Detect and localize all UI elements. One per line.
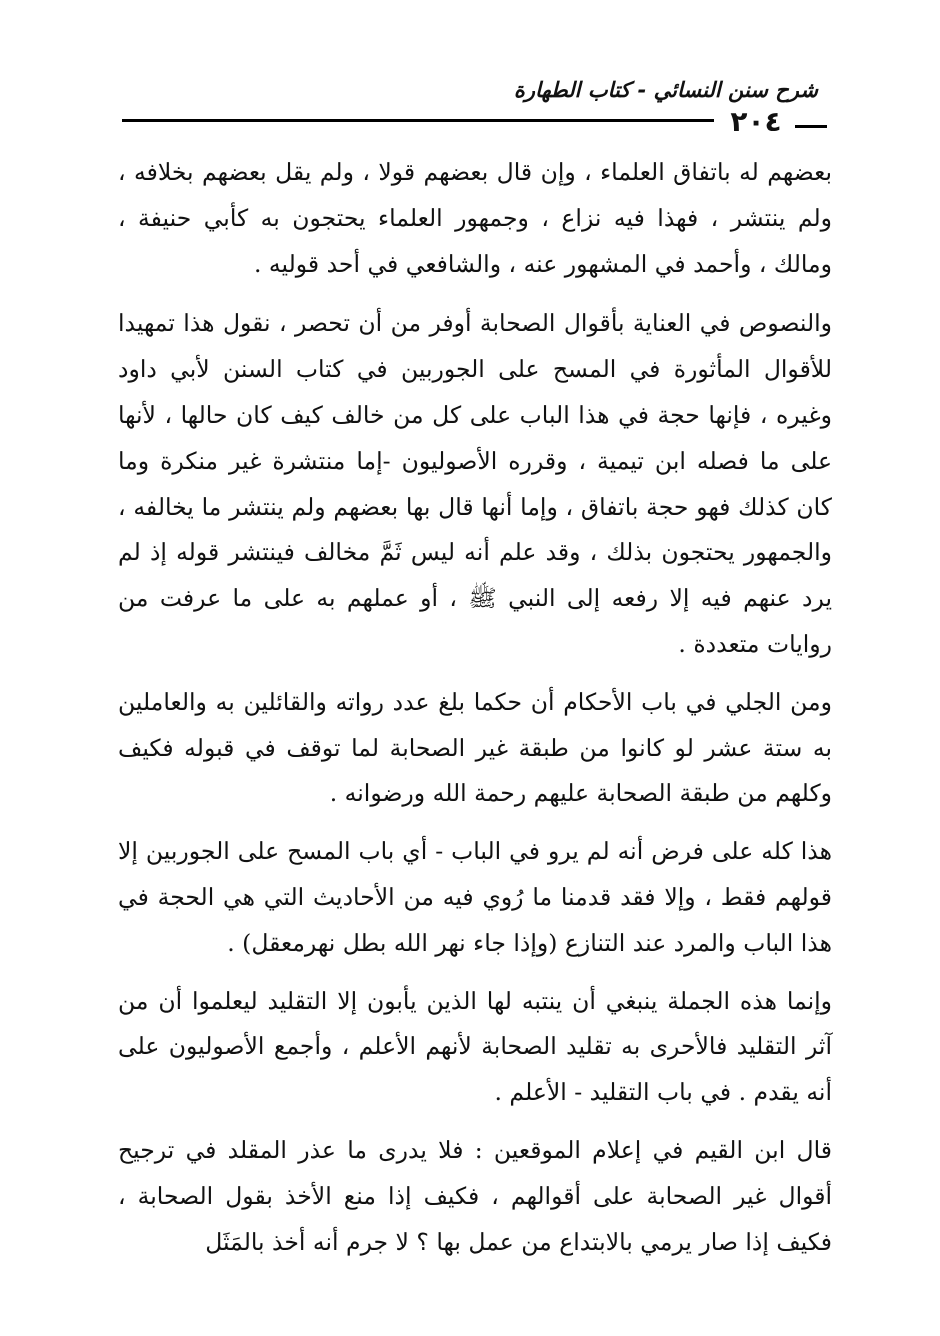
page-number: ٢٠٤ <box>730 105 782 138</box>
paragraph-6: قال ابن القيم في إعلام الموقعين : فلا يدرى ما عذر المقلد في ترجيح أقوال غير الصحابة على أقوالهم ، فكيف إذا منع الأخذ بقول الصحابة ، فكيف إذا صار يرمي بالابتداع من عمل بها ؟ لا جرم أنه أخذ بالمَثَل <box>118 1135 832 1256</box>
paragraph-2: والنصوص في العناية بأقوال الصحابة أوفر من أن تحصر ، نقول هذا تمهيدا للأقوال المأثورة في المسح على الجوربين في كتاب السنن لأبي داود وغيره ، فإنها حجة في هذا الباب على كل من خالف كيف كان حالها ، لأنها على ما فصله ابن تيمية ، وقرره الأصوليون -إما منتشرة غير منكرة وما كان كذلك فهو حجة باتفاق ، وإما أنها قال بها بعضهم ولم ينتشر ما يخالفه ، والجمهور يحتجون بذلك ، وقد علم أنه ليس ثَمَّ مخالف فينتشر قوله إذ لم يرد عنهم فيه إلا رفعه إلى النبي ﷺ ، أو عملهم به على ما عرفت من روايات متعددة . <box>118 309 832 658</box>
paragraph-1: بعضهم له باتفاق العلماء ، وإن قال بعضهم قولا ، ولم يقل بعضهم بخلافه ، ولم ينتشر ، فهذا فيه نزاع ، وجمهور العلماء يحتجون به كأبي حنيفة ، ومالك ، وأحمد في المشهور عنه ، والشافعي في أحد قوليه . <box>118 158 832 278</box>
header-rule <box>122 119 714 122</box>
body-text <box>118 150 832 1277</box>
paragraph-5: وإنما هذه الجملة ينبغي أن ينتبه لها الذين يأبون إلا التقليد ليعلموا أن من آثر التقليد فالأحرى به تقليد الصحابة لأنهم الأعلم ، وأجمع الأصوليون على أنه يقدم . في باب التقليد - الأعلم . <box>118 986 832 1107</box>
paragraph-3: ومن الجلي في باب الأحكام أن حكما بلغ عدد رواته والقائلين به والعاملين به ستة عشر لو كانوا من طبقة غير الصحابة لما توقف في قبوله فكيف وكلهم من طبقة الصحابة عليهم رحمة الله ورضوانه . <box>118 687 832 808</box>
header-dash <box>795 125 827 128</box>
running-header: شرح سنن النسائي - كتاب الطهارة <box>513 78 818 102</box>
paragraph-4: هذا كله على فرض أنه لم يرو في الباب - أي باب المسح على الجوربين إلا قولهم فقط ، وإلا فقد قدمنا ما رُوي فيه من الأحاديث التي هي الحجة في هذا الباب والمرد عند التنازع (وإذا جاء نهر الله بطل نهرمعقل) . <box>118 837 832 957</box>
